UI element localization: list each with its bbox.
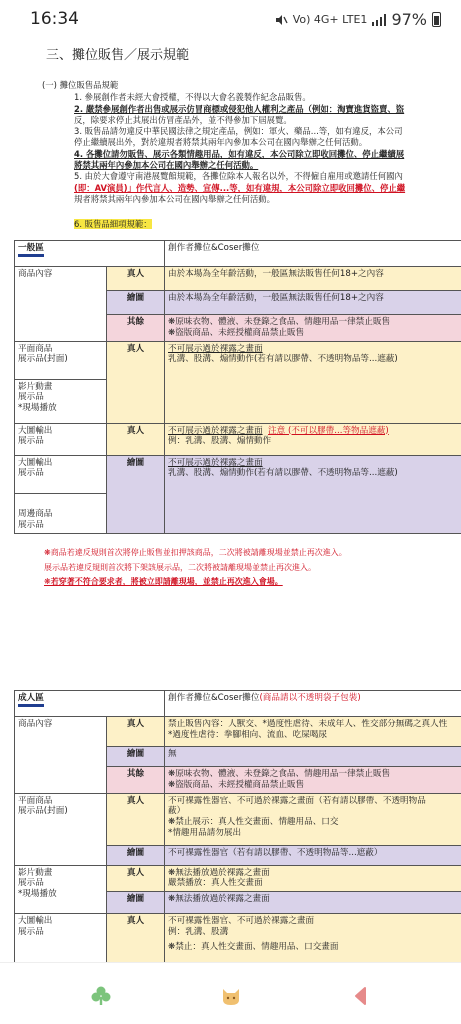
rules-heading: (一) 攤位販售品規範 xyxy=(42,80,119,90)
adult-header-note: (商品請以不透明袋子包裝) xyxy=(259,693,361,703)
drawing2-text-2: 乳溝、股溝、煽情動作(若有請以膠帶、不透明物品等...遮蔽) xyxy=(168,468,398,479)
general-zone-title: 一般區 xyxy=(15,241,165,267)
general-zone-table xyxy=(14,240,461,534)
adult-video-drawing-text: ❋無法播放過於裸露之畫面 xyxy=(165,892,461,914)
adult-real-text xyxy=(165,717,461,747)
content-label: 商品內容 xyxy=(15,267,107,342)
rule-6-label: 6. 販售品細項規範： xyxy=(74,219,152,230)
adult-flat-label: 平面商品 展示品(封面) xyxy=(15,793,107,865)
note-2: 展示品若違反規則首次將下架該展示品，二次將被請離現場並禁止再次進入。 xyxy=(44,562,316,572)
battery-percent: 97% xyxy=(391,10,427,29)
status-bar xyxy=(0,0,461,38)
rule-3-cont: 停止繼續展出外，對於違規者將禁其兩年內參加本公司在國內舉辦之任何活動。 xyxy=(74,137,368,148)
rule-5: 5. 由於大會遵守南港展覽館規範，各攤位除本人報名以外，不得僱自雇用或邀請任何國內 xyxy=(74,171,403,182)
adult-other-text xyxy=(165,767,461,794)
poster2-label: 大圖輸出 展示品 xyxy=(15,455,107,493)
notes-block xyxy=(44,546,347,590)
status-time: 16:34 xyxy=(30,9,79,29)
flat-sub-real: 真人 xyxy=(107,341,165,423)
note-3: ❋若穿著不符合要求者，將被立即請離現場，並禁止再次進入會場。 xyxy=(44,577,283,586)
poster-label: 大圖輸出 展示品 xyxy=(15,423,107,455)
poster-real-text xyxy=(165,423,461,455)
adult-other-text-2: ❋盜版商品、未經授權商品禁止販售 xyxy=(168,779,305,790)
other-text-1: ❋原味衣物、體液、未登錄之食品、情趣用品一律禁止販售 xyxy=(168,317,391,327)
other-text xyxy=(165,315,461,342)
rule-4: 4. 各攤位請勿販售、展示各類情趣用品，如有違反，本公司除立即收回攤位、停止繼續展 xyxy=(74,148,405,159)
adult-header-text: 創作者攤位&Coser攤位 xyxy=(168,693,260,703)
club-icon[interactable] xyxy=(90,985,112,1007)
adult-real-text-2: *過度性虐待：拳腳相向、流血、吃屎喝尿 xyxy=(168,729,328,740)
flat-real-text-2: 乳溝、股溝、煽情動作(若有請以膠帶、不透明物品等...遮蔽) xyxy=(168,354,398,365)
rule-1: 1. 參展創作者未經大會授權，不得以大會名義製作紀念品販售。 xyxy=(74,92,311,103)
flat-label: 平面商品 展示品(封面) xyxy=(15,341,107,379)
adult-flat-sub-drawing: 繪圖 xyxy=(107,845,165,865)
poster-real-note: 注意 (不可以膠帶...等物品遮蔽) xyxy=(268,425,389,436)
adult-video-real-text-1: ❋無法播放過於裸露之畫面 xyxy=(168,867,270,878)
note-1: ❋商品若違反規則首次將停止販售並扣押該商品，二次將被請離現場並禁止再次進入。 xyxy=(44,548,347,557)
drawing2-sub: 繪圖 xyxy=(107,455,165,533)
adult-sub-real: 真人 xyxy=(107,717,165,747)
signal-icon xyxy=(372,14,386,26)
adult-flat-drawing-text: 不可裸露性器官（若有請以膠帶、不透明物品等...遮蔽） xyxy=(165,845,461,865)
general-header: 創作者攤位&Coser攤位 xyxy=(165,241,461,267)
adult-flat-real-text-1: 不可裸露性器官、不可過於裸露之畫面（若有請以膠帶、不透明物品 xyxy=(168,795,426,806)
poster-real-text-1: 不可展示過於裸露之畫面 xyxy=(168,425,263,436)
adult-header xyxy=(165,691,461,717)
real-text: 由於本場為全年齡活動，一般區無法販售任何18+之內容 xyxy=(165,267,461,291)
adult-real-text-1: 禁止販售內容：人獸交、*過度性虐待、未成年人、性交部分無碼之真人性 xyxy=(168,719,448,729)
drawing-text: 由於本場為全年齡活動，一般區無法販售任何18+之內容 xyxy=(165,291,461,315)
flat-real-text-1: 不可展示過於裸露之畫面 xyxy=(168,343,263,354)
adult-flat-real-text-2: 蔽） xyxy=(168,806,186,817)
rule-5-cont: (即：AV演員)」作代言人、造勢、宣傳...等，如有違規，本公司除立即收回攤位、停止繼 xyxy=(74,182,406,193)
adult-poster-real-text-2: 例：乳溝、股溝 xyxy=(168,926,229,937)
other-text-2: ❋盜版商品、未經授權商品禁止販售 xyxy=(168,327,305,338)
adult-flat-real-text-3: ❋禁止展示：真人性交畫面、情趣用品、口交 xyxy=(168,817,339,828)
adult-video-sub-drawing: 繪圖 xyxy=(107,892,165,914)
rule-2-cont: 反，除要求停止其展出仿冒產品外，並不得參加下屆展覽。 xyxy=(74,114,292,125)
sub-real: 真人 xyxy=(107,267,165,291)
adult-poster-real-text-1: 不可裸露性器官、不可過於裸露之畫面 xyxy=(168,916,315,927)
adult-zone-title: 成人區 xyxy=(15,691,165,717)
rule-3: 3. 販售品請勿違反中華民國法律之規定產品，例如：軍火、藥品...等，如有違反，本公司 xyxy=(74,126,403,137)
section-title: 三、攤位販售／展示規範 xyxy=(46,48,190,63)
mute-icon xyxy=(274,13,288,27)
adult-video-sub-real: 真人 xyxy=(107,865,165,892)
adult-poster-label: 大圖輸出 展示品 xyxy=(15,914,107,962)
adult-poster-sub-real: 真人 xyxy=(107,914,165,962)
drawing2-text-1: 不可展示過於裸露之畫面 xyxy=(168,457,263,468)
adult-flat-real-text xyxy=(165,793,461,845)
sub-drawing: 繪圖 xyxy=(107,291,165,315)
adult-poster-real-text-3: ❋禁止：真人性交畫面、情趣用品、口交畫面 xyxy=(168,941,339,952)
drawing2-text xyxy=(165,455,461,533)
adult-video-real-text-2: 嚴禁播放：真人性交畫面 xyxy=(168,878,263,889)
bottom-nav xyxy=(0,962,461,1024)
cat-face-icon[interactable] xyxy=(220,985,242,1007)
adult-zone-table xyxy=(14,690,461,962)
network-label: Vo) 4G+ LTE1 xyxy=(292,13,368,26)
merch-label: 周邊商品 展示品 xyxy=(15,493,107,533)
adult-video-real-text xyxy=(165,865,461,892)
adult-flat-real-text-4: *情趣用品請勿展出 xyxy=(168,827,242,838)
adult-flat-sub-real: 真人 xyxy=(107,793,165,845)
adult-sub-drawing: 繪圖 xyxy=(107,747,165,767)
flat-real-text xyxy=(165,341,461,423)
adult-content-label: 商品內容 xyxy=(15,717,107,794)
rules-block xyxy=(42,80,461,231)
rule-4-cont: 將禁其兩年內參加本公司在國內舉辦之任何活動。 xyxy=(74,160,259,171)
adult-poster-real-text xyxy=(165,914,461,962)
sub-other: 其餘 xyxy=(107,315,165,342)
adult-drawing-text: 無 xyxy=(165,747,461,767)
status-icons xyxy=(274,10,441,29)
poster-real-text-2: 例：乳溝、股溝、煽情動作 xyxy=(168,436,272,447)
adult-sub-other: 其餘 xyxy=(107,767,165,794)
battery-icon xyxy=(432,12,441,27)
document-view[interactable] xyxy=(0,38,461,962)
rule-6 xyxy=(42,219,461,230)
video-label: 影片動畫 展示品 *現場播放 xyxy=(15,379,107,423)
poster-sub-real: 真人 xyxy=(107,423,165,455)
back-icon[interactable] xyxy=(350,985,372,1007)
adult-other-text-1: ❋原味衣物、體液、未登錄之食品、情趣用品一律禁止販售 xyxy=(168,769,391,779)
rule-2: 2. 嚴禁參展創作者出售或展示仿冒商標或侵犯他人權利之產品（例如：淘寶進貨盜賣、盜 xyxy=(74,103,405,114)
adult-video-label: 影片動畫 展示品 *現場播放 xyxy=(15,865,107,914)
rule-5-cont2: 規者將禁其兩年內參加本公司在國內舉辦之任何活動。 xyxy=(74,193,275,204)
